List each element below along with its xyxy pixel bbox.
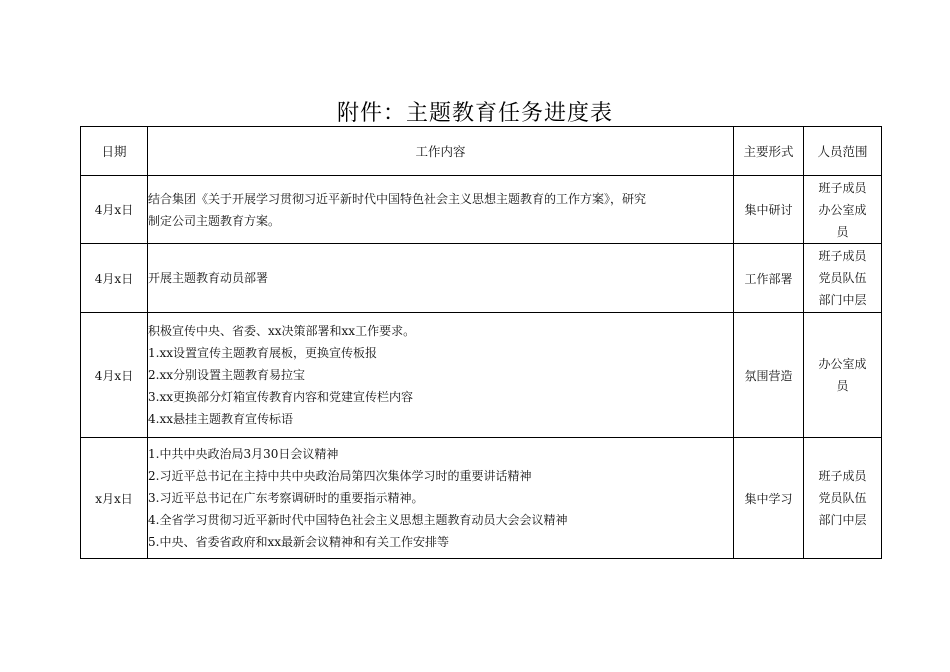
header-date: 日期 <box>81 127 148 176</box>
table-row <box>81 244 882 313</box>
date-cell: 4月x日 <box>81 244 148 313</box>
scope-line: 党员队伍 <box>818 271 867 285</box>
form-cell: 集中学习 <box>734 438 804 559</box>
date-cell: 4月x日 <box>81 313 148 438</box>
date-cell: 4月x日 <box>81 176 148 244</box>
scope-line: 部门中层 <box>818 513 867 527</box>
header-row <box>81 127 882 176</box>
content-line: 4.xx悬挂主题教育宣传标语 <box>148 412 293 426</box>
content-cell <box>148 438 734 559</box>
table-row <box>81 176 882 244</box>
form-cell: 集中研讨 <box>734 176 804 244</box>
content-cell <box>148 313 734 438</box>
content-line: 开展主题教育动员部署 <box>148 271 269 285</box>
table-row <box>81 313 882 438</box>
scope-line: 员 <box>836 379 849 393</box>
scope-line: 办公室成 <box>818 202 867 217</box>
content-line: 2.xx分别设置主题教育易拉宝 <box>148 368 305 382</box>
content-line: 3.习近平总书记在广东考察调研时的重要指示精神。 <box>148 491 424 505</box>
content-line: 结合集团《关于开展学习贯彻习近平新时代中国特色社会主义思想主题教育的工作方案》，研究 <box>148 191 647 206</box>
date-cell: x月x日 <box>81 438 148 559</box>
form-cell: 工作部署 <box>734 244 804 313</box>
content-line: 制定公司主题教育方案。 <box>148 213 281 228</box>
header-content: 工作内容 <box>148 127 734 176</box>
form-cell: 氛围营造 <box>734 313 804 438</box>
scope-cell <box>804 244 882 313</box>
content-line: 3.xx更换部分灯箱宣传教育内容和党建宣传栏内容 <box>148 390 413 404</box>
page-title: 附件：主题教育任务进度表 <box>336 101 613 126</box>
header-scope: 人员范围 <box>804 127 882 176</box>
content-line: 积极宣传中央、省委、xx决策部署和xx工作要求。 <box>148 324 416 338</box>
scope-cell <box>804 438 882 559</box>
content-cell <box>148 244 734 313</box>
scope-line: 班子成员 <box>818 249 867 263</box>
scope-line: 党员队伍 <box>818 491 867 505</box>
content-line: 1.中共中央政治局3月30日会议精神 <box>148 447 339 461</box>
scope-line: 班子成员 <box>818 469 867 483</box>
content-cell <box>148 176 734 244</box>
scope-line: 班子成员 <box>818 180 867 195</box>
content-line: 4.全省学习贯彻习近平新时代中国特色社会主义思想主题教育动员大会会议精神 <box>148 513 568 527</box>
content-line: 2.习近平总书记在主持中共中央政治局第四次集体学习时的重要讲话精神 <box>148 469 532 483</box>
progress-table <box>80 126 882 559</box>
scope-cell <box>804 176 882 244</box>
header-form: 主要形式 <box>734 127 804 176</box>
scope-line: 办公室成 <box>818 357 867 371</box>
scope-line: 部门中层 <box>818 293 867 307</box>
table-row <box>81 438 882 559</box>
scope-cell <box>804 313 882 438</box>
scope-line: 员 <box>836 224 849 239</box>
content-line: 1.xx设置宣传主题教育展板，更换宣传板报 <box>148 346 377 360</box>
content-line: 5.中央、省委省政府和xx最新会议精神和有关工作安排等 <box>148 535 449 549</box>
